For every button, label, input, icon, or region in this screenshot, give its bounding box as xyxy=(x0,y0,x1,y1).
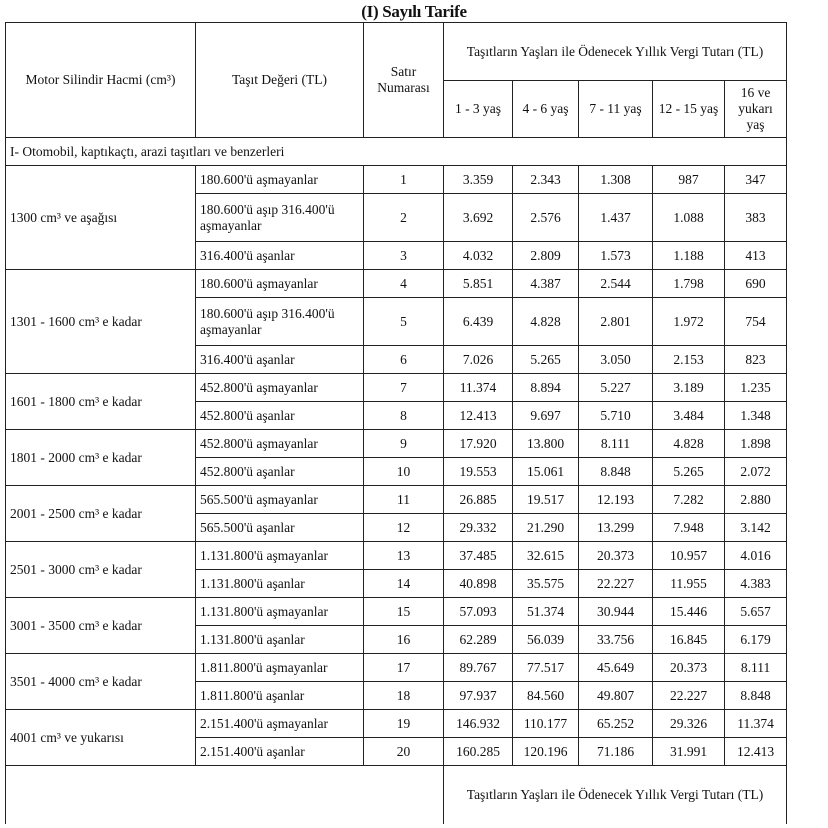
tax-cell: 120.196 xyxy=(513,738,579,766)
value-cell: 1.811.800'ü aşanlar xyxy=(196,682,364,710)
row-number-cell: 9 xyxy=(364,430,444,458)
tax-cell: 6.179 xyxy=(725,626,787,654)
tax-cell: 2.880 xyxy=(725,486,787,514)
engine-cell: 3001 - 3500 cm³ e kadar xyxy=(6,598,196,654)
row-number-cell: 1 xyxy=(364,166,444,194)
tax-cell: 22.227 xyxy=(653,682,725,710)
tax-cell: 3.359 xyxy=(444,166,513,194)
tax-cell: 15.061 xyxy=(513,458,579,486)
tax-cell: 987 xyxy=(653,166,725,194)
row-number-cell: 13 xyxy=(364,542,444,570)
tax-cell: 2.801 xyxy=(579,298,653,346)
tax-cell: 2.576 xyxy=(513,194,579,242)
tax-cell: 4.387 xyxy=(513,270,579,298)
tax-cell: 146.932 xyxy=(444,710,513,738)
tax-cell: 5.265 xyxy=(653,458,725,486)
value-cell: 2.151.400'ü aşanlar xyxy=(196,738,364,766)
engine-cell: 2001 - 2500 cm³ e kadar xyxy=(6,486,196,542)
tax-cell: 7.948 xyxy=(653,514,725,542)
section-heading: I- Otomobil, kaptıkaçtı, arazi taşıtları ve benzerleri xyxy=(6,138,787,166)
tax-cell: 17.920 xyxy=(444,430,513,458)
value-cell: 1.131.800'ü aşanlar xyxy=(196,626,364,654)
engine-cell: 1301 - 1600 cm³ e kadar xyxy=(6,270,196,374)
tax-cell: 1.798 xyxy=(653,270,725,298)
tax-cell: 2.544 xyxy=(579,270,653,298)
tax-cell: 1.437 xyxy=(579,194,653,242)
tax-cell: 29.332 xyxy=(444,514,513,542)
tax-cell: 62.289 xyxy=(444,626,513,654)
tax-cell: 12.193 xyxy=(579,486,653,514)
tax-cell: 57.093 xyxy=(444,598,513,626)
tax-cell: 89.767 xyxy=(444,654,513,682)
header-row-no: Satır Numarası xyxy=(364,23,444,138)
tax-cell: 2.072 xyxy=(725,458,787,486)
row-number-cell: 19 xyxy=(364,710,444,738)
tax-cell: 97.937 xyxy=(444,682,513,710)
row-number-cell: 6 xyxy=(364,346,444,374)
value-cell: 1.131.800'ü aşanlar xyxy=(196,570,364,598)
tax-cell: 4.032 xyxy=(444,242,513,270)
value-cell: 2.151.400'ü aşmayanlar xyxy=(196,710,364,738)
tax-cell: 5.227 xyxy=(579,374,653,402)
tax-cell: 65.252 xyxy=(579,710,653,738)
tax-cell: 45.649 xyxy=(579,654,653,682)
tax-cell: 8.111 xyxy=(579,430,653,458)
engine-cell: 3501 - 4000 cm³ e kadar xyxy=(6,654,196,710)
tax-cell: 15.446 xyxy=(653,598,725,626)
table-row xyxy=(6,710,787,738)
tax-cell: 7.282 xyxy=(653,486,725,514)
tax-cell: 21.290 xyxy=(513,514,579,542)
tax-cell: 1.188 xyxy=(653,242,725,270)
value-cell: 565.500'ü aşmayanlar xyxy=(196,486,364,514)
tax-cell: 56.039 xyxy=(513,626,579,654)
tax-cell: 1.088 xyxy=(653,194,725,242)
tax-cell: 2.153 xyxy=(653,346,725,374)
tax-cell: 37.485 xyxy=(444,542,513,570)
value-cell: 1.811.800'ü aşmayanlar xyxy=(196,654,364,682)
header-value: Taşıt Değeri (TL) xyxy=(196,23,364,138)
table-row xyxy=(6,166,787,194)
tax-cell: 347 xyxy=(725,166,787,194)
engine-cell: 4001 cm³ ve yukarısı xyxy=(6,710,196,766)
tax-cell: 823 xyxy=(725,346,787,374)
header-age-1: 1 - 3 yaş xyxy=(444,81,513,138)
tax-cell: 5.851 xyxy=(444,270,513,298)
value-cell: 452.800'ü aşanlar xyxy=(196,458,364,486)
tax-cell: 8.111 xyxy=(725,654,787,682)
tax-cell: 33.756 xyxy=(579,626,653,654)
tax-cell: 16.845 xyxy=(653,626,725,654)
tax-cell: 13.299 xyxy=(579,514,653,542)
tax-cell: 2.343 xyxy=(513,166,579,194)
tax-cell: 4.828 xyxy=(653,430,725,458)
tax-cell: 49.807 xyxy=(579,682,653,710)
value-cell: 565.500'ü aşanlar xyxy=(196,514,364,542)
row-number-cell: 5 xyxy=(364,298,444,346)
tax-cell: 22.227 xyxy=(579,570,653,598)
table-row xyxy=(6,654,787,682)
tax-cell: 5.710 xyxy=(579,402,653,430)
tax-cell: 9.697 xyxy=(513,402,579,430)
tax-cell: 71.186 xyxy=(579,738,653,766)
header-age-3: 7 - 11 yaş xyxy=(579,81,653,138)
tax-cell: 160.285 xyxy=(444,738,513,766)
tax-cell: 8.848 xyxy=(579,458,653,486)
tax-cell: 31.991 xyxy=(653,738,725,766)
tax-cell: 754 xyxy=(725,298,787,346)
tax-cell: 40.898 xyxy=(444,570,513,598)
page-title: (I) Sayılı Tarife xyxy=(361,2,467,21)
table-row xyxy=(6,542,787,570)
tax-cell: 1.235 xyxy=(725,374,787,402)
value-cell: 180.600'ü aşmayanlar xyxy=(196,166,364,194)
tax-cell: 84.560 xyxy=(513,682,579,710)
tax-cell: 51.374 xyxy=(513,598,579,626)
tax-cell: 4.828 xyxy=(513,298,579,346)
tax-cell: 12.413 xyxy=(444,402,513,430)
tariff-table xyxy=(5,22,787,824)
tax-cell: 10.957 xyxy=(653,542,725,570)
header-engine: Motor Silindir Hacmi (cm³) xyxy=(6,23,196,138)
row-number-cell: 20 xyxy=(364,738,444,766)
row-number-cell: 15 xyxy=(364,598,444,626)
tax-cell: 1.898 xyxy=(725,430,787,458)
tax-cell: 8.894 xyxy=(513,374,579,402)
tax-cell: 3.050 xyxy=(579,346,653,374)
tax-cell: 3.484 xyxy=(653,402,725,430)
table-row xyxy=(6,374,787,402)
table-row xyxy=(6,486,787,514)
footer-blank xyxy=(6,766,444,824)
row-number-cell: 14 xyxy=(364,570,444,598)
tax-cell: 690 xyxy=(725,270,787,298)
tax-cell: 4.016 xyxy=(725,542,787,570)
value-cell: 1.131.800'ü aşmayanlar xyxy=(196,598,364,626)
table-row xyxy=(6,598,787,626)
tax-cell: 4.383 xyxy=(725,570,787,598)
tax-cell: 11.374 xyxy=(444,374,513,402)
tax-cell: 13.800 xyxy=(513,430,579,458)
tax-cell: 1.308 xyxy=(579,166,653,194)
header-age-4: 12 - 15 yaş xyxy=(653,81,725,138)
table-row xyxy=(6,270,787,298)
tax-cell: 1.972 xyxy=(653,298,725,346)
tax-cell: 77.517 xyxy=(513,654,579,682)
engine-cell: 2501 - 3000 cm³ e kadar xyxy=(6,542,196,598)
tax-cell: 20.373 xyxy=(579,542,653,570)
tax-cell: 19.553 xyxy=(444,458,513,486)
tax-cell: 7.026 xyxy=(444,346,513,374)
header-tax-group: Taşıtların Yaşları ile Ödenecek Yıllık Vergi Tutarı (TL) xyxy=(444,23,787,81)
value-cell: 452.800'ü aşanlar xyxy=(196,402,364,430)
value-cell: 180.600'ü aşıp 316.400'ü aşmayanlar xyxy=(196,298,364,346)
engine-cell: 1801 - 2000 cm³ e kadar xyxy=(6,430,196,486)
tax-cell: 35.575 xyxy=(513,570,579,598)
table-row xyxy=(6,430,787,458)
tax-cell: 1.573 xyxy=(579,242,653,270)
tax-cell: 5.657 xyxy=(725,598,787,626)
header-age-5: 16 ve yukarı yaş xyxy=(725,81,787,138)
tax-cell: 29.326 xyxy=(653,710,725,738)
row-number-cell: 18 xyxy=(364,682,444,710)
row-number-cell: 7 xyxy=(364,374,444,402)
tax-cell: 110.177 xyxy=(513,710,579,738)
tax-cell: 11.374 xyxy=(725,710,787,738)
tax-cell: 8.848 xyxy=(725,682,787,710)
row-number-cell: 12 xyxy=(364,514,444,542)
footer-tax-group: Taşıtların Yaşları ile Ödenecek Yıllık Vergi Tutarı (TL) xyxy=(444,766,787,824)
row-number-cell: 17 xyxy=(364,654,444,682)
row-number-cell: 4 xyxy=(364,270,444,298)
value-cell: 1.131.800'ü aşmayanlar xyxy=(196,542,364,570)
row-number-cell: 8 xyxy=(364,402,444,430)
tax-cell: 12.413 xyxy=(725,738,787,766)
tax-cell: 2.809 xyxy=(513,242,579,270)
tax-cell: 1.348 xyxy=(725,402,787,430)
tax-cell: 3.142 xyxy=(725,514,787,542)
tax-cell: 5.265 xyxy=(513,346,579,374)
tax-cell: 20.373 xyxy=(653,654,725,682)
value-cell: 180.600'ü aşmayanlar xyxy=(196,270,364,298)
tax-cell: 19.517 xyxy=(513,486,579,514)
engine-cell: 1601 - 1800 cm³ e kadar xyxy=(6,374,196,430)
tax-cell: 3.692 xyxy=(444,194,513,242)
tax-cell: 32.615 xyxy=(513,542,579,570)
value-cell: 316.400'ü aşanlar xyxy=(196,242,364,270)
row-number-cell: 2 xyxy=(364,194,444,242)
tax-cell: 6.439 xyxy=(444,298,513,346)
tax-cell: 3.189 xyxy=(653,374,725,402)
value-cell: 180.600'ü aşıp 316.400'ü aşmayanlar xyxy=(196,194,364,242)
engine-cell: 1300 cm³ ve aşağısı xyxy=(6,166,196,270)
tax-cell: 383 xyxy=(725,194,787,242)
row-number-cell: 11 xyxy=(364,486,444,514)
header-age-2: 4 - 6 yaş xyxy=(513,81,579,138)
tax-cell: 11.955 xyxy=(653,570,725,598)
value-cell: 452.800'ü aşmayanlar xyxy=(196,430,364,458)
value-cell: 452.800'ü aşmayanlar xyxy=(196,374,364,402)
tax-cell: 413 xyxy=(725,242,787,270)
value-cell: 316.400'ü aşanlar xyxy=(196,346,364,374)
tax-cell: 26.885 xyxy=(444,486,513,514)
row-number-cell: 3 xyxy=(364,242,444,270)
row-number-cell: 10 xyxy=(364,458,444,486)
tax-cell: 30.944 xyxy=(579,598,653,626)
row-number-cell: 16 xyxy=(364,626,444,654)
